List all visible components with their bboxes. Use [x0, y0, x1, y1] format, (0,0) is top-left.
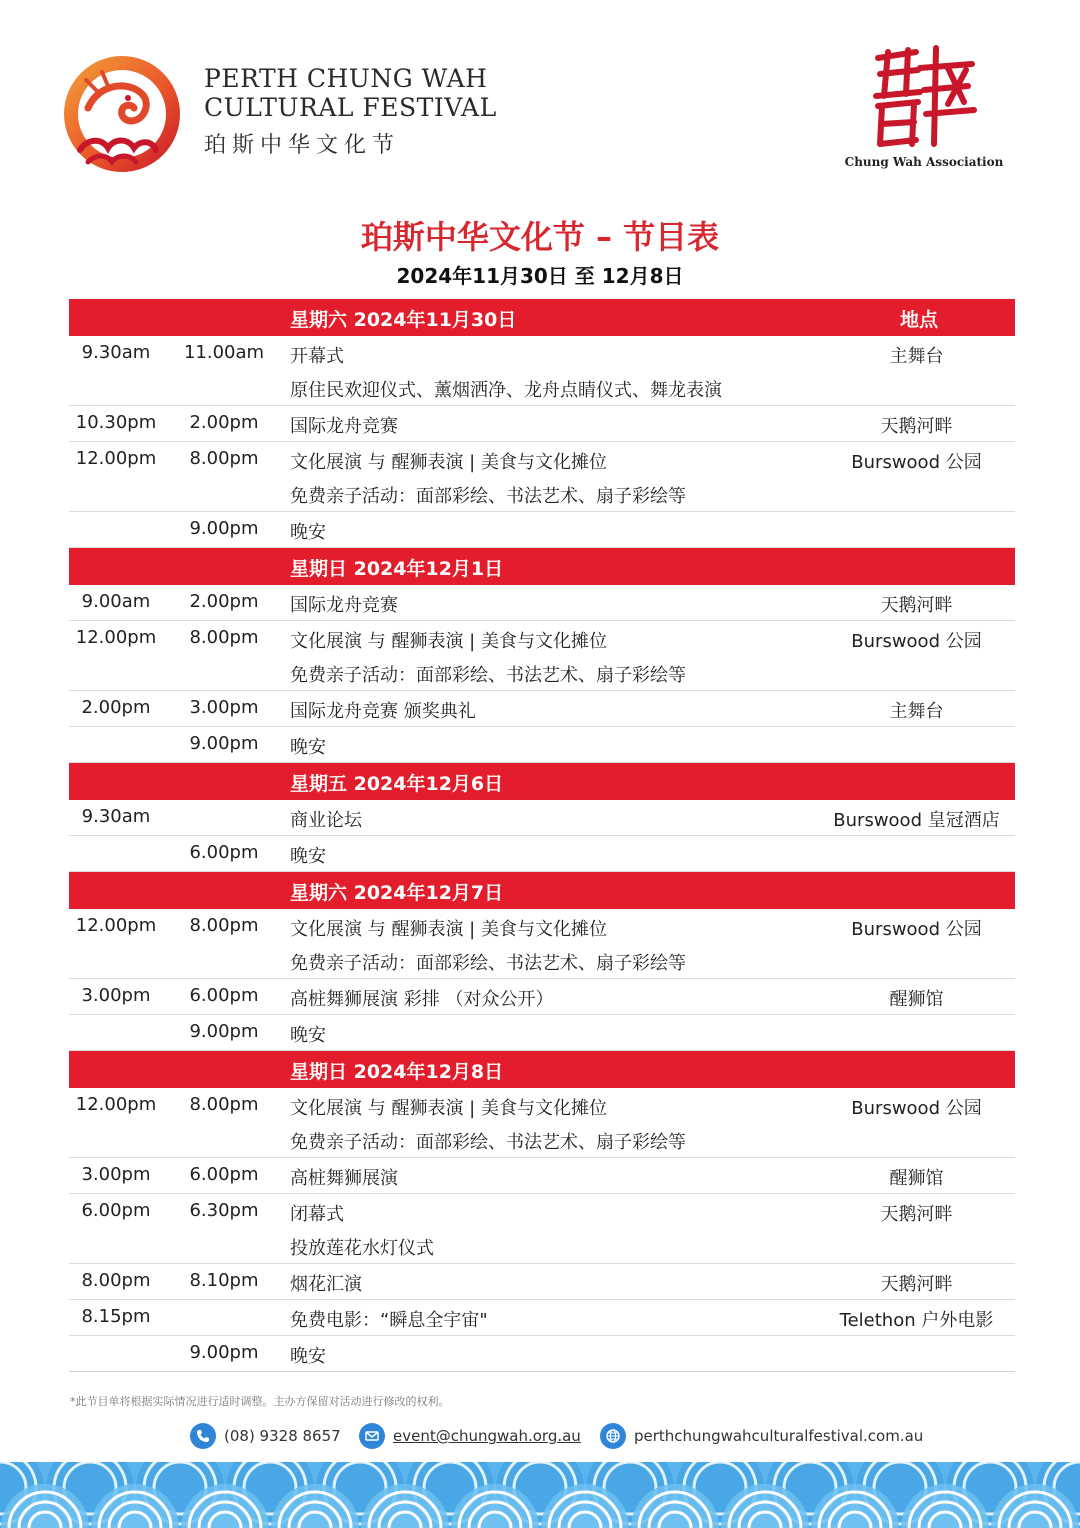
event-title: 文化展演 与 醒狮表演 | 美食与文化摊位 [290, 452, 607, 473]
day-header [69, 548, 1015, 585]
start-time: 8.00pm [81, 1270, 151, 1291]
day-label: 星期六 2024年11月30日 [290, 309, 517, 331]
day-header [69, 1051, 1015, 1088]
event-venue: 醒狮馆 [889, 989, 944, 1010]
wave-pattern-decoration [0, 1458, 1080, 1528]
schedule-row [69, 442, 1015, 512]
event-title: 晚安 [290, 522, 326, 543]
start-time: 6.00pm [81, 1200, 151, 1221]
start-time: 9.30am [81, 342, 151, 363]
schedule-row [69, 1264, 1015, 1300]
festival-brand [204, 64, 497, 159]
event-venue: Burswood 公园 [851, 631, 982, 652]
event-venue: 天鹅河畔 [880, 1204, 953, 1225]
email-contact[interactable] [359, 1422, 581, 1450]
event-title: 文化展演 与 醒狮表演 | 美食与文化摊位 [290, 1098, 607, 1119]
schedule-row [69, 727, 1015, 763]
event-detail: 投放莲花水灯仪式 [290, 1238, 434, 1259]
schedule-row [69, 909, 1015, 979]
schedule-row [69, 585, 1015, 621]
event-venue: 天鹅河畔 [880, 416, 953, 437]
event-venue: Burswood 公园 [851, 452, 982, 473]
schedule-table [69, 299, 1015, 1372]
schedule-row [69, 1015, 1015, 1051]
event-title: 烟花汇演 [290, 1274, 362, 1295]
schedule-row [69, 406, 1015, 442]
event-title: 晚安 [290, 846, 326, 867]
start-time: 12.00pm [75, 627, 157, 648]
event-title: 文化展演 与 醒狮表演 | 美食与文化摊位 [290, 919, 607, 940]
start-time: 9.30am [81, 806, 151, 827]
event-title: 晚安 [290, 737, 326, 758]
event-detail: 免费亲子活动：面部彩绘、书法艺术、扇子彩绘等 [290, 953, 686, 974]
start-time: 12.00pm [75, 915, 157, 936]
schedule-row [69, 979, 1015, 1015]
start-time: 10.30pm [75, 412, 157, 433]
event-title: 商业论坛 [290, 810, 362, 831]
event-detail: 免费亲子活动：面部彩绘、书法艺术、扇子彩绘等 [290, 1132, 686, 1153]
event-title: 国际龙舟竞赛 [290, 595, 398, 616]
mail-icon [359, 1423, 385, 1449]
event-detail: 免费亲子活动：面部彩绘、书法艺术、扇子彩绘等 [290, 665, 686, 686]
end-time: 6.00pm [189, 1164, 259, 1185]
page-title: 珀斯中华文化节 – 节目表 [360, 218, 720, 256]
disclaimer-note: *此节目单将根据实际情况进行适时调整。主办方保留对活动进行修改的权利。 [70, 1395, 450, 1408]
event-title: 开幕式 [290, 346, 344, 367]
phone-contact[interactable] [190, 1422, 341, 1450]
event-venue: 主舞台 [889, 701, 944, 722]
end-time: 2.00pm [189, 591, 259, 612]
brand-chinese: 珀斯中华文化节 [204, 133, 401, 158]
day-header [69, 299, 1015, 336]
event-title: 国际龙舟竞赛 颁奖典礼 [290, 701, 476, 722]
end-time: 8.10pm [189, 1270, 259, 1291]
end-time: 2.00pm [189, 412, 259, 433]
event-detail: 免费亲子活动：面部彩绘、书法艺术、扇子彩绘等 [290, 486, 686, 507]
end-time: 8.00pm [189, 627, 259, 648]
end-time: 8.00pm [189, 448, 259, 469]
end-time: 9.00pm [189, 1342, 259, 1363]
end-time: 9.00pm [189, 518, 259, 539]
schedule-row [69, 1300, 1015, 1336]
schedule-row [69, 512, 1015, 548]
end-time: 9.00pm [189, 1021, 259, 1042]
day-label: 星期五 2024年12月6日 [290, 773, 504, 795]
event-venue: Telethon 户外电影 [839, 1310, 994, 1331]
end-time: 9.00pm [189, 733, 259, 754]
event-title: 免费电影：“瞬息全宇宙" [290, 1310, 488, 1331]
event-venue: 天鹅河畔 [880, 595, 953, 616]
start-time: 3.00pm [81, 1164, 151, 1185]
event-title: 高桩舞狮展演 彩排 （对众公开） [290, 989, 554, 1010]
event-title: 国际龙舟竞赛 [290, 416, 398, 437]
event-title: 晚安 [290, 1025, 326, 1046]
chung-wah-seal-logo [868, 44, 980, 150]
website-contact[interactable] [600, 1422, 923, 1450]
event-detail: 原住民欢迎仪式、薰烟洒净、龙舟点睛仪式、舞龙表演 [290, 380, 722, 401]
festival-dragon-logo [58, 50, 186, 178]
schedule-row [69, 836, 1015, 872]
event-venue: Burswood 皇冠酒店 [833, 810, 1000, 831]
end-time: 3.00pm [189, 697, 259, 718]
email-link[interactable]: event@chungwah.org.au [393, 1427, 581, 1445]
day-label: 星期日 2024年12月8日 [290, 1061, 504, 1083]
day-label: 星期日 2024年12月1日 [290, 558, 504, 580]
event-venue: Burswood 公园 [851, 1098, 982, 1119]
association-name: Chung Wah Association [844, 155, 1004, 169]
start-time: 3.00pm [81, 985, 151, 1006]
event-title: 晚安 [290, 1346, 326, 1367]
schedule-row [69, 621, 1015, 691]
event-venue: Burswood 公园 [851, 919, 982, 940]
schedule-row [69, 336, 1015, 406]
day-header [69, 763, 1015, 800]
event-venue: 天鹅河畔 [880, 1274, 953, 1295]
end-time: 8.00pm [189, 915, 259, 936]
end-time: 6.00pm [189, 985, 259, 1006]
end-time: 6.30pm [189, 1200, 259, 1221]
event-title: 闭幕式 [290, 1204, 344, 1225]
event-title: 高桩舞狮展演 [290, 1168, 398, 1189]
day-header [69, 872, 1015, 909]
end-time: 6.00pm [189, 842, 259, 863]
venue-column-header: 地点 [899, 309, 938, 331]
start-time: 2.00pm [81, 697, 151, 718]
start-time: 9.00am [81, 591, 151, 612]
brand-line-1: PERTH CHUNG WAH [204, 64, 488, 93]
start-time: 12.00pm [75, 448, 157, 469]
website-link[interactable]: perthchungwahculturalfestival.com.au [634, 1427, 924, 1445]
start-time: 12.00pm [75, 1094, 157, 1115]
schedule-row [69, 691, 1015, 727]
event-venue: 醒狮馆 [889, 1168, 944, 1189]
end-time: 8.00pm [189, 1094, 259, 1115]
schedule-row [69, 1194, 1015, 1264]
schedule-row [69, 800, 1015, 836]
globe-icon [600, 1423, 626, 1449]
schedule-row [69, 1088, 1015, 1158]
schedule-row [69, 1158, 1015, 1194]
phone-icon [190, 1423, 216, 1449]
brand-line-2: CULTURAL FESTIVAL [204, 93, 497, 122]
date-range: 2024年11月30日 至 12月8日 [396, 264, 684, 288]
event-title: 文化展演 与 醒狮表演 | 美食与文化摊位 [290, 631, 607, 652]
schedule-row [69, 1336, 1015, 1372]
event-venue: 主舞台 [889, 346, 944, 367]
day-label: 星期六 2024年12月7日 [290, 882, 504, 904]
start-time: 8.15pm [81, 1306, 151, 1327]
end-time: 11.00am [183, 342, 265, 363]
phone-number: (08) 9328 8657 [224, 1427, 341, 1445]
